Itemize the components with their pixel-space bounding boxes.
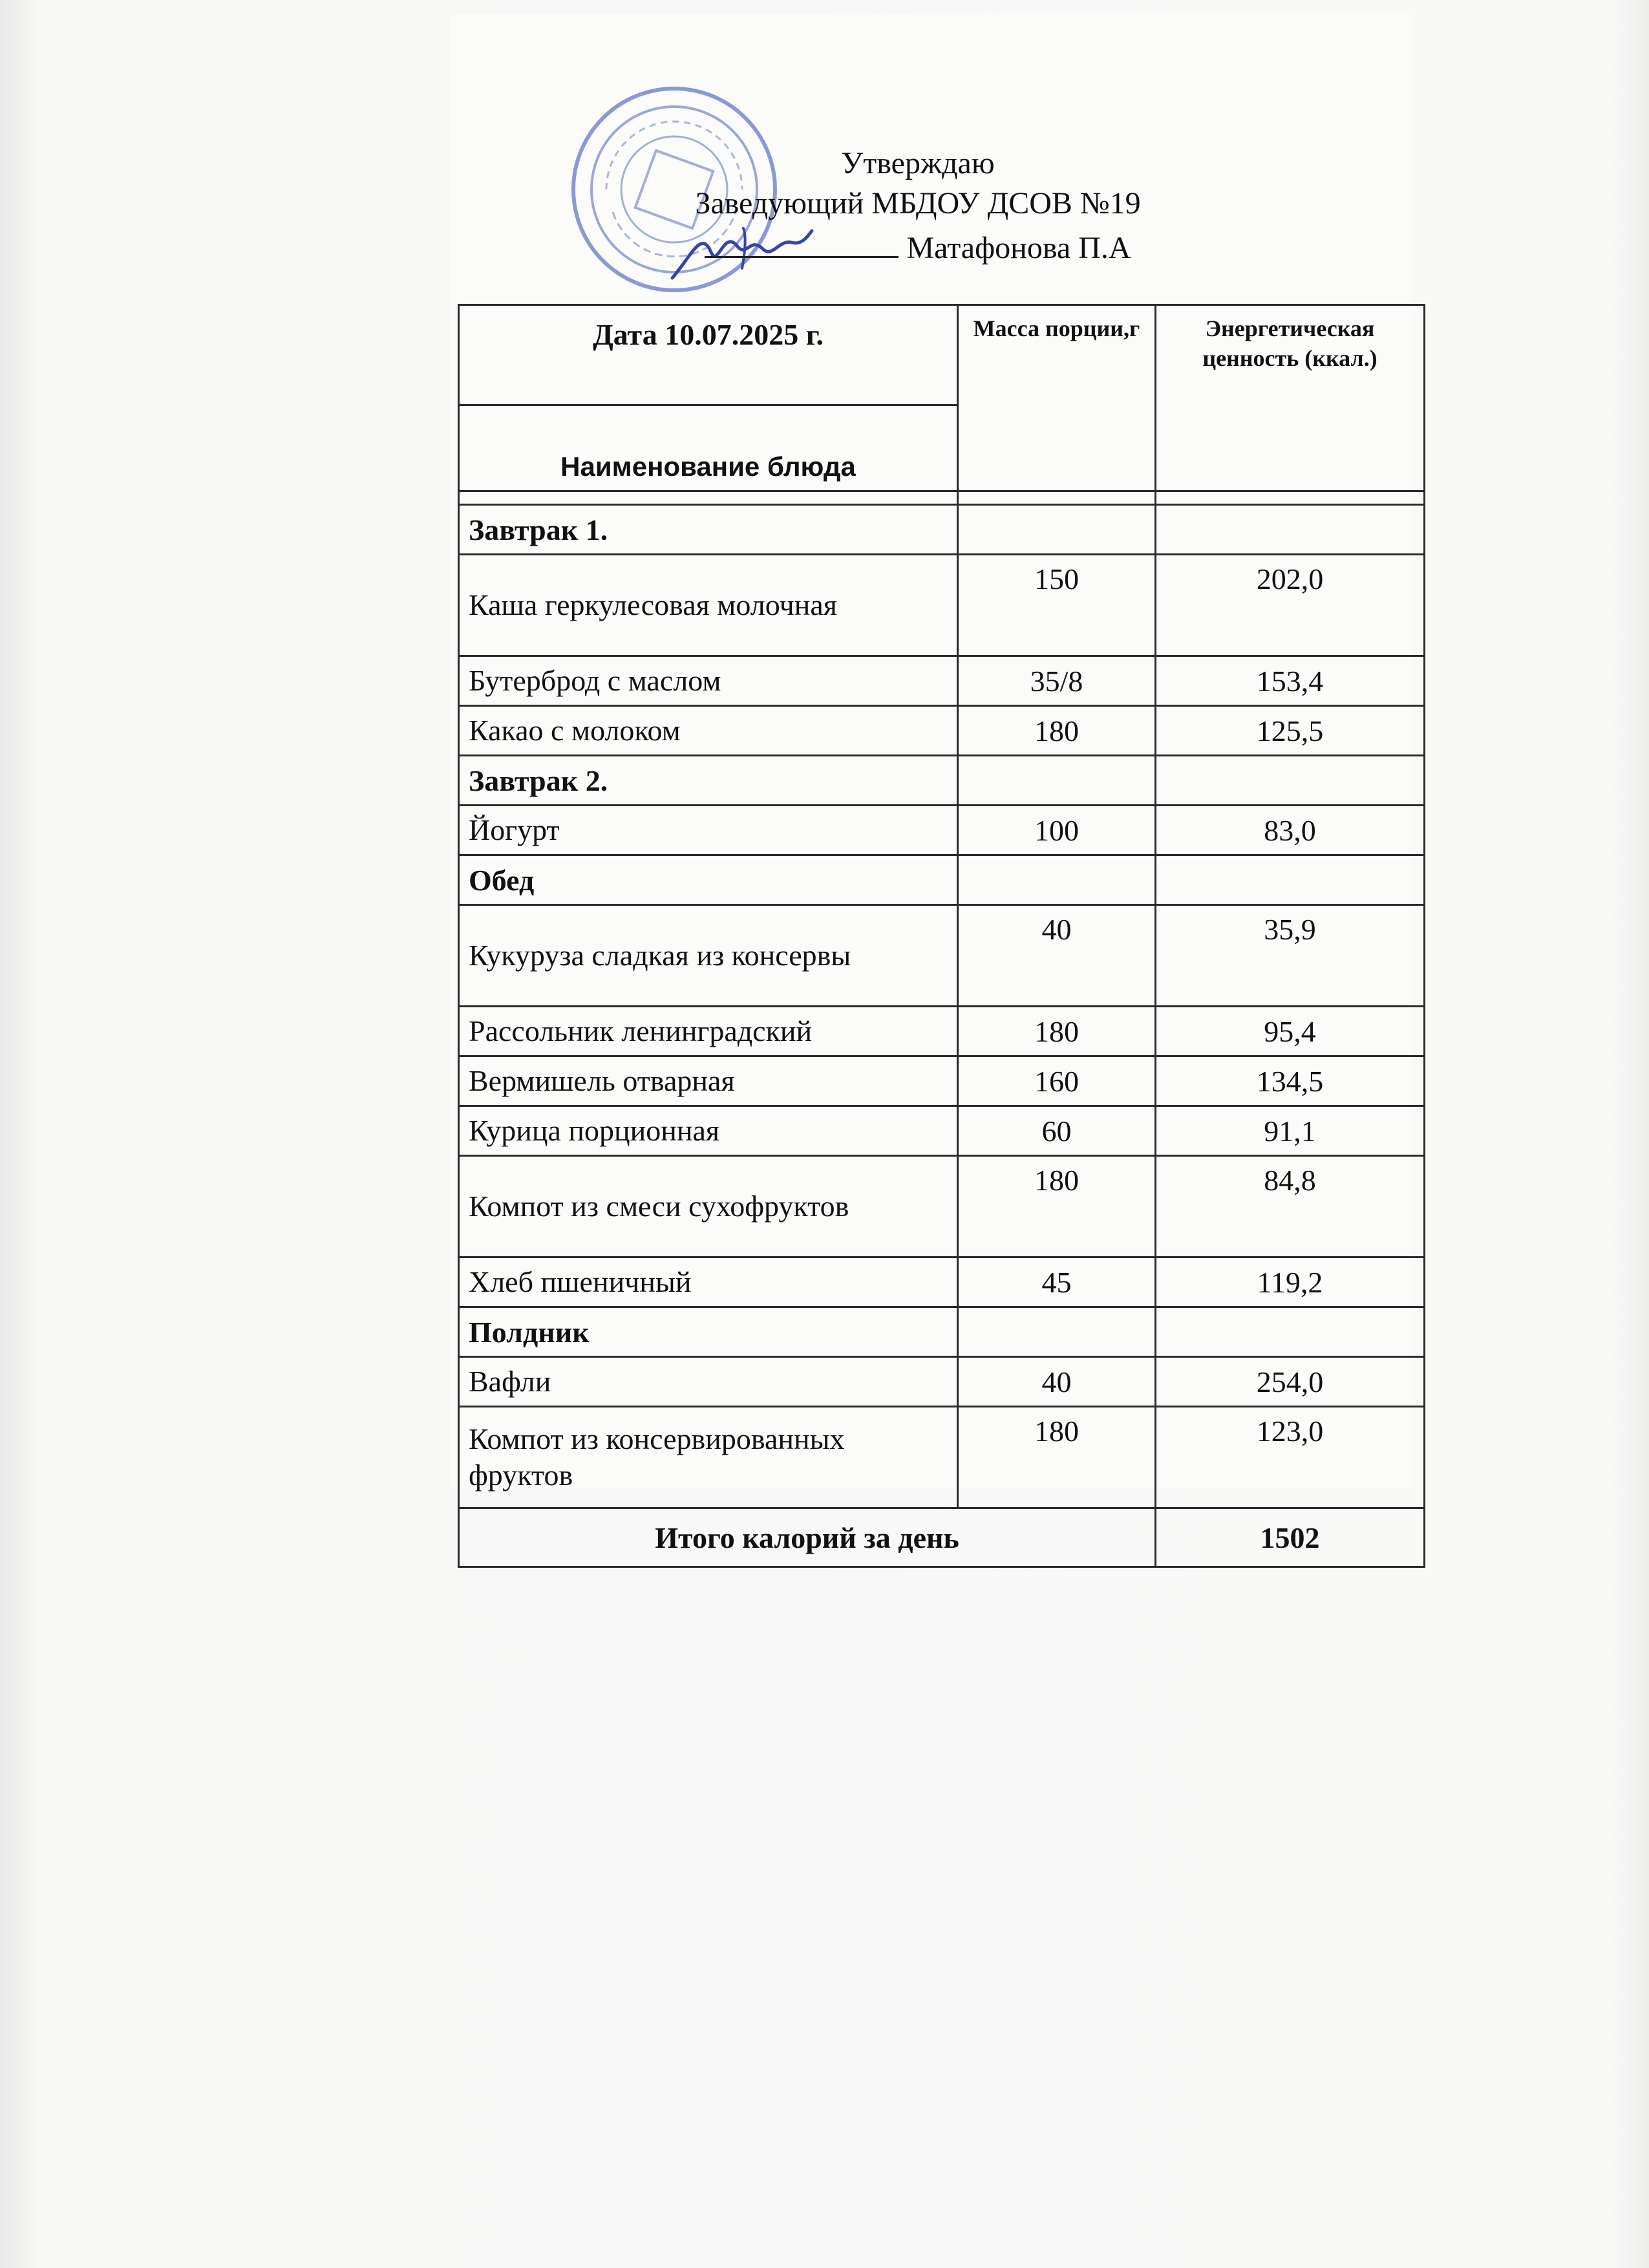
approval-block: [556, 144, 1280, 268]
dish-mass: 35/8: [958, 656, 1156, 706]
dish-mass: 180: [958, 1407, 1156, 1508]
dish-mass: 45: [958, 1257, 1156, 1307]
dish-energy: 202,0: [1156, 555, 1425, 656]
dish-energy: 125,5: [1156, 706, 1425, 756]
menu-table: [458, 304, 1425, 1568]
dish-mass: 180: [958, 1007, 1156, 1056]
dish-energy: 35,9: [1156, 905, 1425, 1007]
date-header: Дата 10.07.2025 г.: [459, 305, 958, 405]
table-row: [459, 1257, 1425, 1307]
dish-name: Компот из смеси сухофруктов: [459, 1156, 958, 1257]
dish-name: Рассольник ленинградский: [459, 1007, 958, 1056]
dish-name: Йогурт: [459, 806, 958, 855]
section-row: [459, 855, 1425, 905]
section-row: [459, 505, 1425, 555]
approval-position: Заведующий МБДОУ ДСОВ №19: [695, 186, 1141, 220]
table-row: [459, 905, 1425, 1007]
dish-energy: 95,4: [1156, 1007, 1425, 1056]
total-label: Итого калорий за день: [459, 1508, 1156, 1567]
dish-name: Вафли: [459, 1357, 958, 1407]
section-title: Завтрак 2.: [459, 756, 958, 806]
dish-name-header: Наименование блюда: [459, 405, 958, 491]
table-row: [459, 1156, 1425, 1257]
table-row: [459, 555, 1425, 656]
dish-mass: 160: [958, 1056, 1156, 1106]
table-row: [459, 1106, 1425, 1156]
section-row: [459, 756, 1425, 806]
dish-energy: 119,2: [1156, 1257, 1425, 1307]
dish-name: Вермишель отварная: [459, 1056, 958, 1106]
table-row: [459, 806, 1425, 855]
table-row: [459, 1357, 1425, 1407]
dish-energy: 91,1: [1156, 1106, 1425, 1156]
signature-line: [705, 224, 899, 258]
dish-name: Кукуруза сладкая из консервы: [459, 905, 958, 1007]
approval-signature-row: [556, 224, 1280, 268]
table-row: [459, 1007, 1425, 1056]
dish-name: Какао с молоком: [459, 706, 958, 756]
dish-mass: 60: [958, 1106, 1156, 1156]
table-row: [459, 1056, 1425, 1106]
dish-energy: 123,0: [1156, 1407, 1425, 1508]
dish-mass: 100: [958, 806, 1156, 855]
dish-energy: 83,0: [1156, 806, 1425, 855]
dish-energy: 153,4: [1156, 656, 1425, 706]
dish-mass: 40: [958, 1357, 1156, 1407]
energy-header: Энергетическая ценность (ккал.): [1156, 305, 1425, 491]
mass-header: Масса порции,г: [958, 305, 1156, 491]
spacer-row: [459, 491, 1425, 505]
table-row: [459, 1407, 1425, 1508]
total-value: 1502: [1156, 1508, 1425, 1567]
dish-mass: 180: [958, 706, 1156, 756]
section-title: Завтрак 1.: [459, 505, 958, 555]
table-row: [459, 706, 1425, 756]
dish-energy: 84,8: [1156, 1156, 1425, 1257]
dish-name: Хлеб пшеничный: [459, 1257, 958, 1307]
dish-name: Каша геркулесовая молочная: [459, 555, 958, 656]
dish-mass: 40: [958, 905, 1156, 1007]
section-title: Обед: [459, 855, 958, 905]
dish-name: Курица порционная: [459, 1106, 958, 1156]
dish-name: Компот из консервированных фруктов: [459, 1407, 958, 1508]
dish-energy: 134,5: [1156, 1056, 1425, 1106]
dish-mass: 150: [958, 555, 1156, 656]
section-title: Полдник: [459, 1307, 958, 1357]
dish-name: Бутерброд с маслом: [459, 656, 958, 706]
dish-mass: 180: [958, 1156, 1156, 1257]
approval-heading: Утверждаю: [841, 146, 995, 180]
total-row: [459, 1508, 1425, 1567]
table-row: [459, 656, 1425, 706]
section-row: [459, 1307, 1425, 1357]
dish-energy: 254,0: [1156, 1357, 1425, 1407]
header-row: [459, 305, 1425, 405]
approval-signer: Матафонова П.А: [906, 231, 1131, 265]
